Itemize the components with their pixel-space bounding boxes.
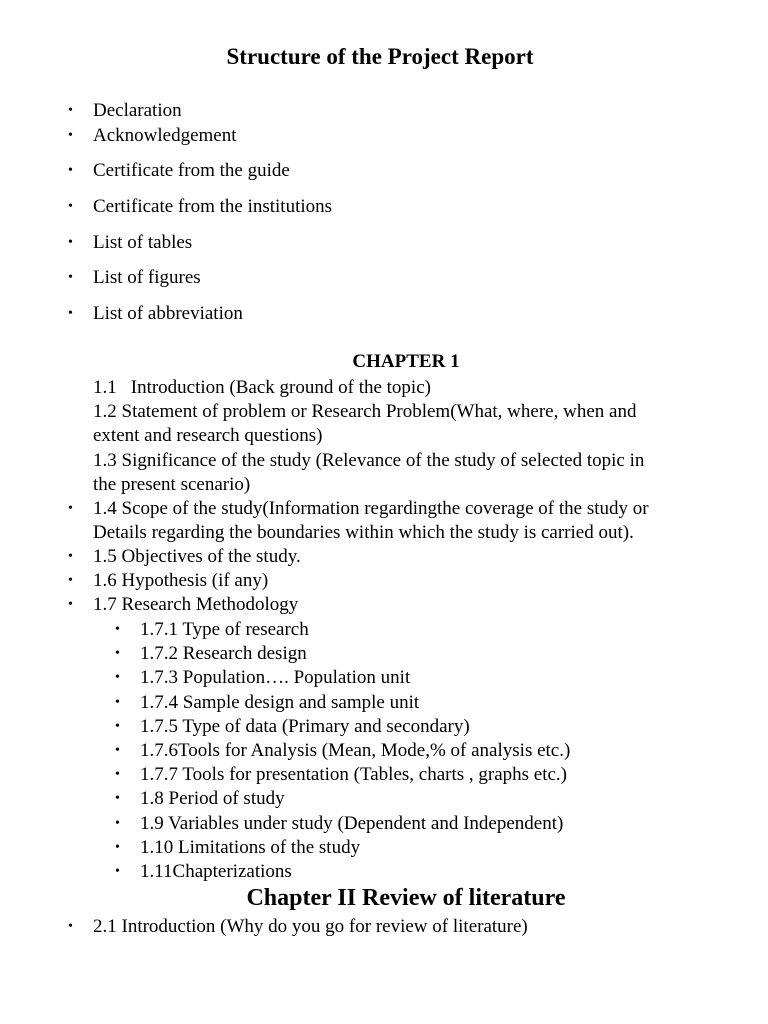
bullet-icon: • bbox=[115, 670, 120, 685]
list-item: Declaration bbox=[93, 100, 182, 121]
list-item: 1.7.6Tools for Analysis (Mean, Mode,% of analysis etc.) bbox=[140, 740, 571, 761]
list-item: 1.7.5 Type of data (Primary and secondary) bbox=[140, 716, 470, 737]
list-item: 1.7.3 Population…. Population unit bbox=[140, 667, 411, 688]
list-item: 1.7.4 Sample design and sample unit bbox=[140, 692, 420, 713]
bullet-icon: • bbox=[115, 840, 120, 855]
bullet-icon: • bbox=[68, 199, 73, 214]
bullet-icon: • bbox=[68, 235, 73, 250]
list-item: Acknowledgement bbox=[93, 125, 237, 146]
list-item: 1.9 Variables under study (Dependent and Independent) bbox=[140, 813, 564, 834]
list-item: List of abbreviation bbox=[93, 303, 243, 324]
section-1-6: 1.6 Hypothesis (if any) bbox=[93, 570, 269, 591]
bullet-icon: • bbox=[115, 719, 120, 734]
page-title: Structure of the Project Report bbox=[226, 44, 534, 69]
section-number: 1.1 bbox=[93, 377, 117, 398]
section-1-1 bbox=[93, 376, 431, 400]
list-item: 1.11Chapterizations bbox=[140, 861, 292, 882]
bullet-icon: • bbox=[68, 270, 73, 285]
bullet-icon: • bbox=[68, 501, 73, 516]
list-item: Certificate from the institutions bbox=[93, 196, 333, 217]
bullet-icon: • bbox=[68, 549, 73, 564]
list-item: Certificate from the guide bbox=[93, 160, 290, 181]
bullet-icon: • bbox=[68, 597, 73, 612]
bullet-icon: • bbox=[115, 622, 120, 637]
bullet-icon: • bbox=[115, 816, 120, 831]
bullet-icon: • bbox=[115, 695, 120, 710]
bullet-icon: • bbox=[68, 306, 73, 321]
list-item: List of figures bbox=[93, 267, 201, 288]
section-1-7: 1.7 Research Methodology bbox=[93, 594, 299, 615]
bullet-icon: • bbox=[115, 864, 120, 879]
bullet-icon: • bbox=[68, 103, 73, 118]
section-1-4-line-2: Details regarding the boundaries within which the study is carried out). bbox=[93, 522, 634, 543]
section-1-5: 1.5 Objectives of the study. bbox=[93, 546, 301, 567]
bullet-icon: • bbox=[115, 767, 120, 782]
bullet-icon: • bbox=[68, 128, 73, 143]
list-item: 1.7.2 Research design bbox=[140, 643, 307, 664]
section-text: Introduction (Back ground of the topic) bbox=[130, 377, 431, 398]
section-1-3-line-2: the present scenario) bbox=[93, 474, 251, 495]
list-item: 1.7.1 Type of research bbox=[140, 619, 309, 640]
section-1-2-line-2: extent and research questions) bbox=[93, 425, 323, 446]
section-1-4-line-1: 1.4 Scope of the study(Information regardingthe coverage of the study or bbox=[93, 498, 649, 519]
chapter-2-heading: Chapter II Review of literature bbox=[246, 885, 566, 911]
list-item: 1.7.7 Tools for presentation (Tables, charts , graphs etc.) bbox=[140, 764, 568, 785]
section-1-3-line-1: 1.3 Significance of the study (Relevance of the study of selected topic in bbox=[93, 450, 645, 471]
bullet-icon: • bbox=[68, 573, 73, 588]
list-item: List of tables bbox=[93, 232, 193, 253]
list-item: 1.8 Period of study bbox=[140, 788, 285, 809]
list-item: 1.10 Limitations of the study bbox=[140, 837, 361, 858]
bullet-icon: • bbox=[68, 163, 73, 178]
bullet-icon: • bbox=[115, 646, 120, 661]
bullet-icon: • bbox=[115, 743, 120, 758]
bullet-icon: • bbox=[115, 791, 120, 806]
section-2-1: 2.1 Introduction (Why do you go for review of literature) bbox=[93, 916, 528, 937]
section-1-2-line-1: 1.2 Statement of problem or Research Problem(What, where, when and bbox=[93, 401, 637, 422]
chapter-1-heading: CHAPTER 1 bbox=[352, 351, 460, 372]
bullet-icon: • bbox=[68, 919, 73, 934]
